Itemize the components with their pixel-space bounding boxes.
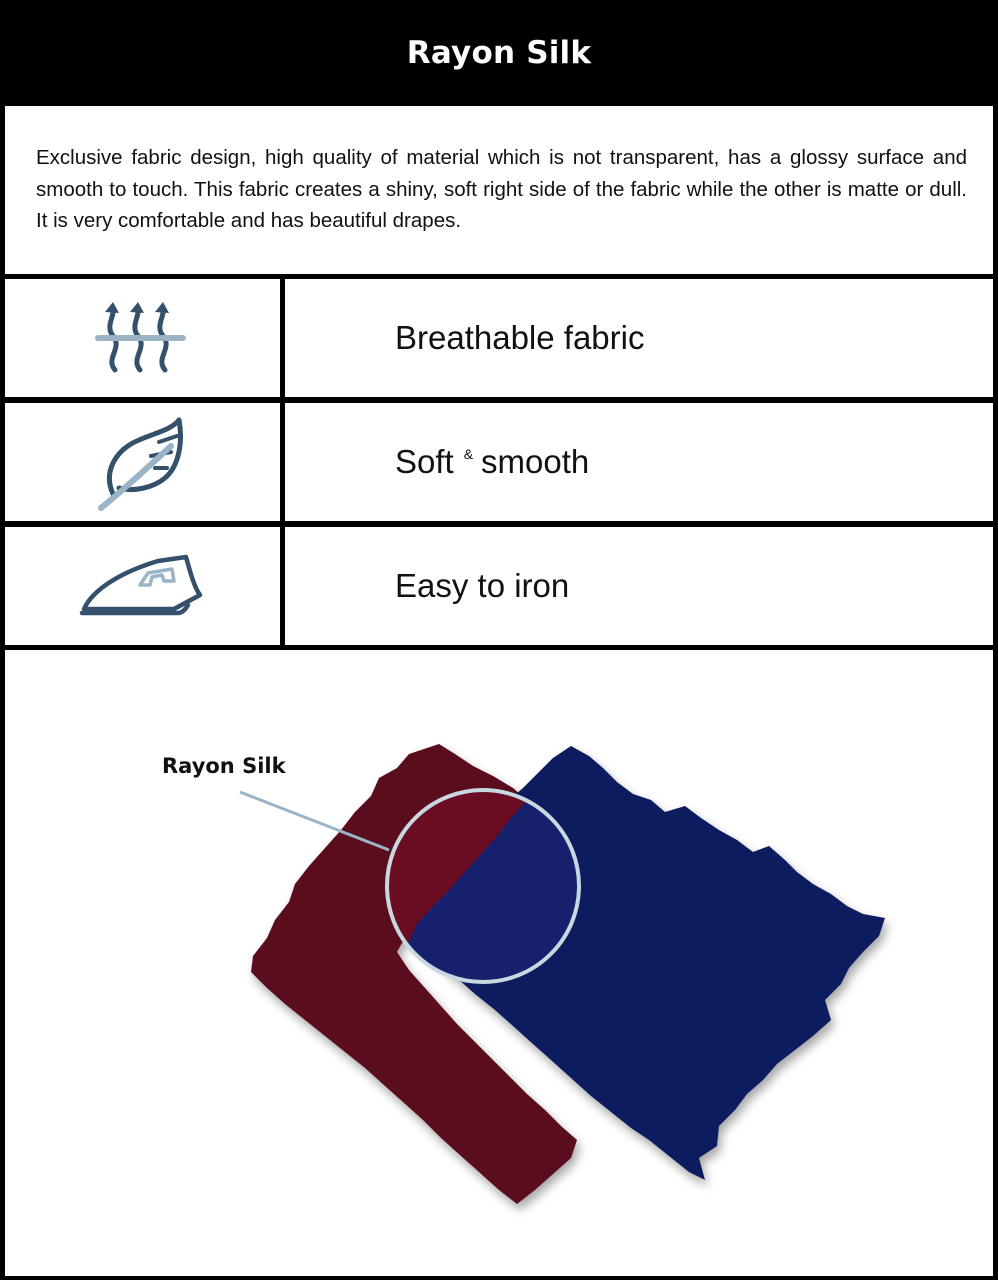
feature-text-cell <box>285 279 993 397</box>
fabric-photo-panel <box>5 650 993 1276</box>
feature-label-start: Soft <box>395 443 454 480</box>
ampersand-symbol: & <box>463 446 474 462</box>
header-bar <box>0 0 998 106</box>
feature-icon-cell <box>5 527 280 645</box>
breathable-heat-waves-icon <box>93 298 193 378</box>
feature-row-breathable <box>5 279 993 397</box>
feature-icon-cell <box>5 403 280 521</box>
callout-label: Rayon Silk <box>162 754 286 778</box>
feature-label: Easy to iron <box>395 567 570 604</box>
feature-icon-cell <box>5 279 280 397</box>
feather-icon <box>93 412 193 512</box>
fabric-swatch-illustration <box>5 650 993 1276</box>
feature-text-cell <box>285 403 993 521</box>
description-panel <box>5 106 993 274</box>
description-text: Exclusive fabric design, high quality of material which is not transparent, has a glossy surface and smooth to touch. This fabric creates a shiny, soft right side of the fabric while the other is matte or dull. It is very comfortable and has beautiful drapes. <box>36 146 967 232</box>
iron-icon <box>78 551 208 621</box>
feature-label: Breathable fabric <box>395 319 645 356</box>
feature-row-soft <box>5 403 993 521</box>
feature-label-end: smooth <box>481 443 590 480</box>
feature-label <box>285 443 589 481</box>
feature-text-cell <box>285 527 993 645</box>
feature-row-iron <box>5 527 993 645</box>
page-title: Rayon Silk <box>406 35 592 71</box>
